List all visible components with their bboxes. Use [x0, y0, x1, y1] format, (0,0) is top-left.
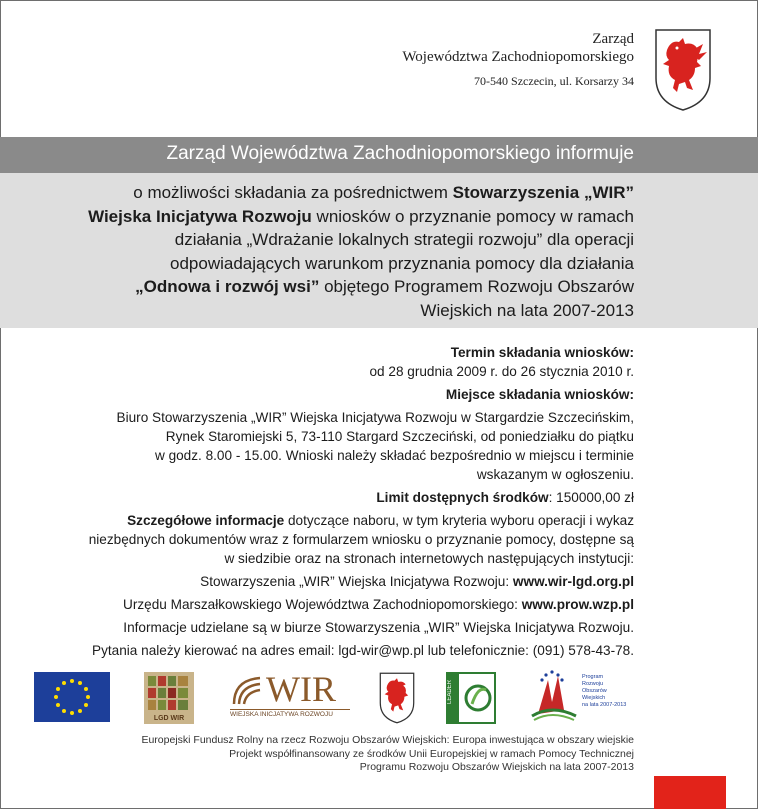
announcement-text — [0, 181, 634, 323]
place-line-1: Biuro Stowarzyszenia „WIR” Wiejska Inicjatywa Rozwoju w Stargardzie Szczecińskim, — [116, 410, 634, 425]
place-line-2: Rynek Staromiejski 5, 73-110 Stargard Szczeciński, od poniedziałku do piątku — [165, 429, 634, 444]
limit-value: : 150000,00 zł — [548, 490, 634, 505]
prow-caption-1: Program — [582, 674, 604, 680]
griffin-crest-icon — [653, 28, 713, 112]
leader-caption: LEADER — [447, 680, 453, 705]
title-banner — [0, 137, 758, 173]
place-line-4: wskazanym w ogłoszeniu. — [476, 467, 634, 482]
eu-flag-icon — [34, 672, 110, 722]
prow-logo-icon — [524, 666, 634, 722]
footer-line-1: Europejski Fundusz Rolny na rzecz Rozwoju Obszarów Wiejskich: Europa inwestująca w obszary wiejskie — [141, 734, 634, 746]
ann-bold-1: Stowarzyszenia „WIR” — [452, 183, 634, 202]
lgd-caption: LGD WIR — [153, 715, 185, 722]
info-label: Szczegółowe informacje — [127, 513, 285, 528]
wir-logo — [230, 669, 350, 722]
contact-text: Pytania należy kierować na adres email: lgd-wir@wp.pl lub telefonicznie: (091) 578-43-78. — [92, 643, 634, 658]
prow-caption-5: na lata 2007-2013 — [582, 702, 627, 708]
ann-text-4: odpowiadających warunkom przyznania pomocy dla działania — [170, 253, 634, 273]
site1-link[interactable]: www.wir-lgd.org.pl — [512, 574, 634, 589]
help-text: Informacje udzielane są w biurze Stowarzyszenia „WIR” Wiejska Inicjatywa Rozwoju. — [123, 620, 634, 635]
info-line-2: niezbędnych dokumentów wraz z formularzem wniosku o przyznanie pomocy, dostępne są — [88, 532, 634, 547]
wir-swirl-icon — [230, 674, 266, 708]
ann-text-3: działania „Wdrażanie lokalnych strategii rozwoju” dla operacji — [174, 230, 634, 250]
ann-text-5: objętego Programem Rozwoju Obszarów — [319, 277, 634, 297]
site2-link[interactable]: www.prow.wzp.pl — [521, 597, 634, 612]
accent-red-bar — [654, 776, 726, 809]
details-section — [0, 343, 634, 660]
issuer-address: 70-540 Szczecin, ul. Korsarzy 34 — [474, 74, 634, 88]
ann-text-6: Wiejskich na lata 2007-2013 — [420, 300, 634, 320]
issuer-line1: Zarząd — [592, 31, 634, 47]
prow-caption — [582, 674, 626, 709]
wir-caption: WIEJSKA INICJATYWA ROZWOJU — [230, 709, 350, 718]
ann-text-1: o możliwości składania za pośrednictwem — [133, 183, 453, 202]
place-line-3: w godz. 8.00 - 15.00. Wnioski należy składać bezpośrednio w miejscu i terminie — [154, 448, 634, 463]
info-line-1: dotyczące naboru, w tym kryteria wyboru operacji i wykaz — [284, 513, 634, 528]
griffin-crest-icon — [376, 672, 418, 724]
partner-logos — [34, 669, 634, 724]
prow-caption-2: Rozwoju — [582, 681, 604, 687]
ann-text-2: wniosków o przyznanie pomocy w ramach — [311, 206, 634, 226]
ann-bold-3: „Odnowa i rozwój wsi” — [135, 277, 320, 297]
funding-footer — [141, 734, 634, 775]
limit-label: Limit dostępnych środków — [376, 490, 549, 505]
deadline-value: od 28 grudnia 2009 r. do 26 stycznia 2010 r. — [369, 364, 634, 379]
wir-text: WIR — [266, 669, 336, 709]
site2-text: Urzędu Marszałkowskiego Województwa Zachodniopomorskiego: — [123, 597, 522, 612]
info-line-3: w siedzibie oraz na stronach internetowych następujących instytucji: — [224, 551, 634, 566]
banner-title: Zarząd Województwa Zachodniopomorskiego informuje — [166, 143, 634, 164]
site1-text: Stowarzyszenia „WIR” Wiejska Inicjatywa Rozwoju: — [200, 574, 513, 589]
prow-caption-3: Obszarów — [582, 688, 607, 694]
footer-line-2: Projekt współfinansowany ze środków Unii Europejskiej w ramach Pomocy Technicznej — [229, 747, 634, 760]
leader-icon — [446, 672, 496, 724]
lgd-mosaic-icon — [144, 672, 194, 724]
ann-bold-2: Wiejska Inicjatywa Rozwoju — [88, 206, 312, 226]
footer-line-3: Programu Rozwoju Obszarów Wiejskich na lata 2007-2013 — [359, 761, 634, 773]
place-label: Miejsce składania wniosków: — [445, 387, 634, 402]
issuer-header — [402, 30, 634, 88]
issuer-line2: Województwa Zachodniopomorskiego — [402, 49, 634, 65]
announcement-panel — [0, 173, 758, 328]
deadline-label: Termin składania wniosków: — [450, 345, 634, 360]
prow-caption-4: Wiejskich — [582, 695, 606, 701]
